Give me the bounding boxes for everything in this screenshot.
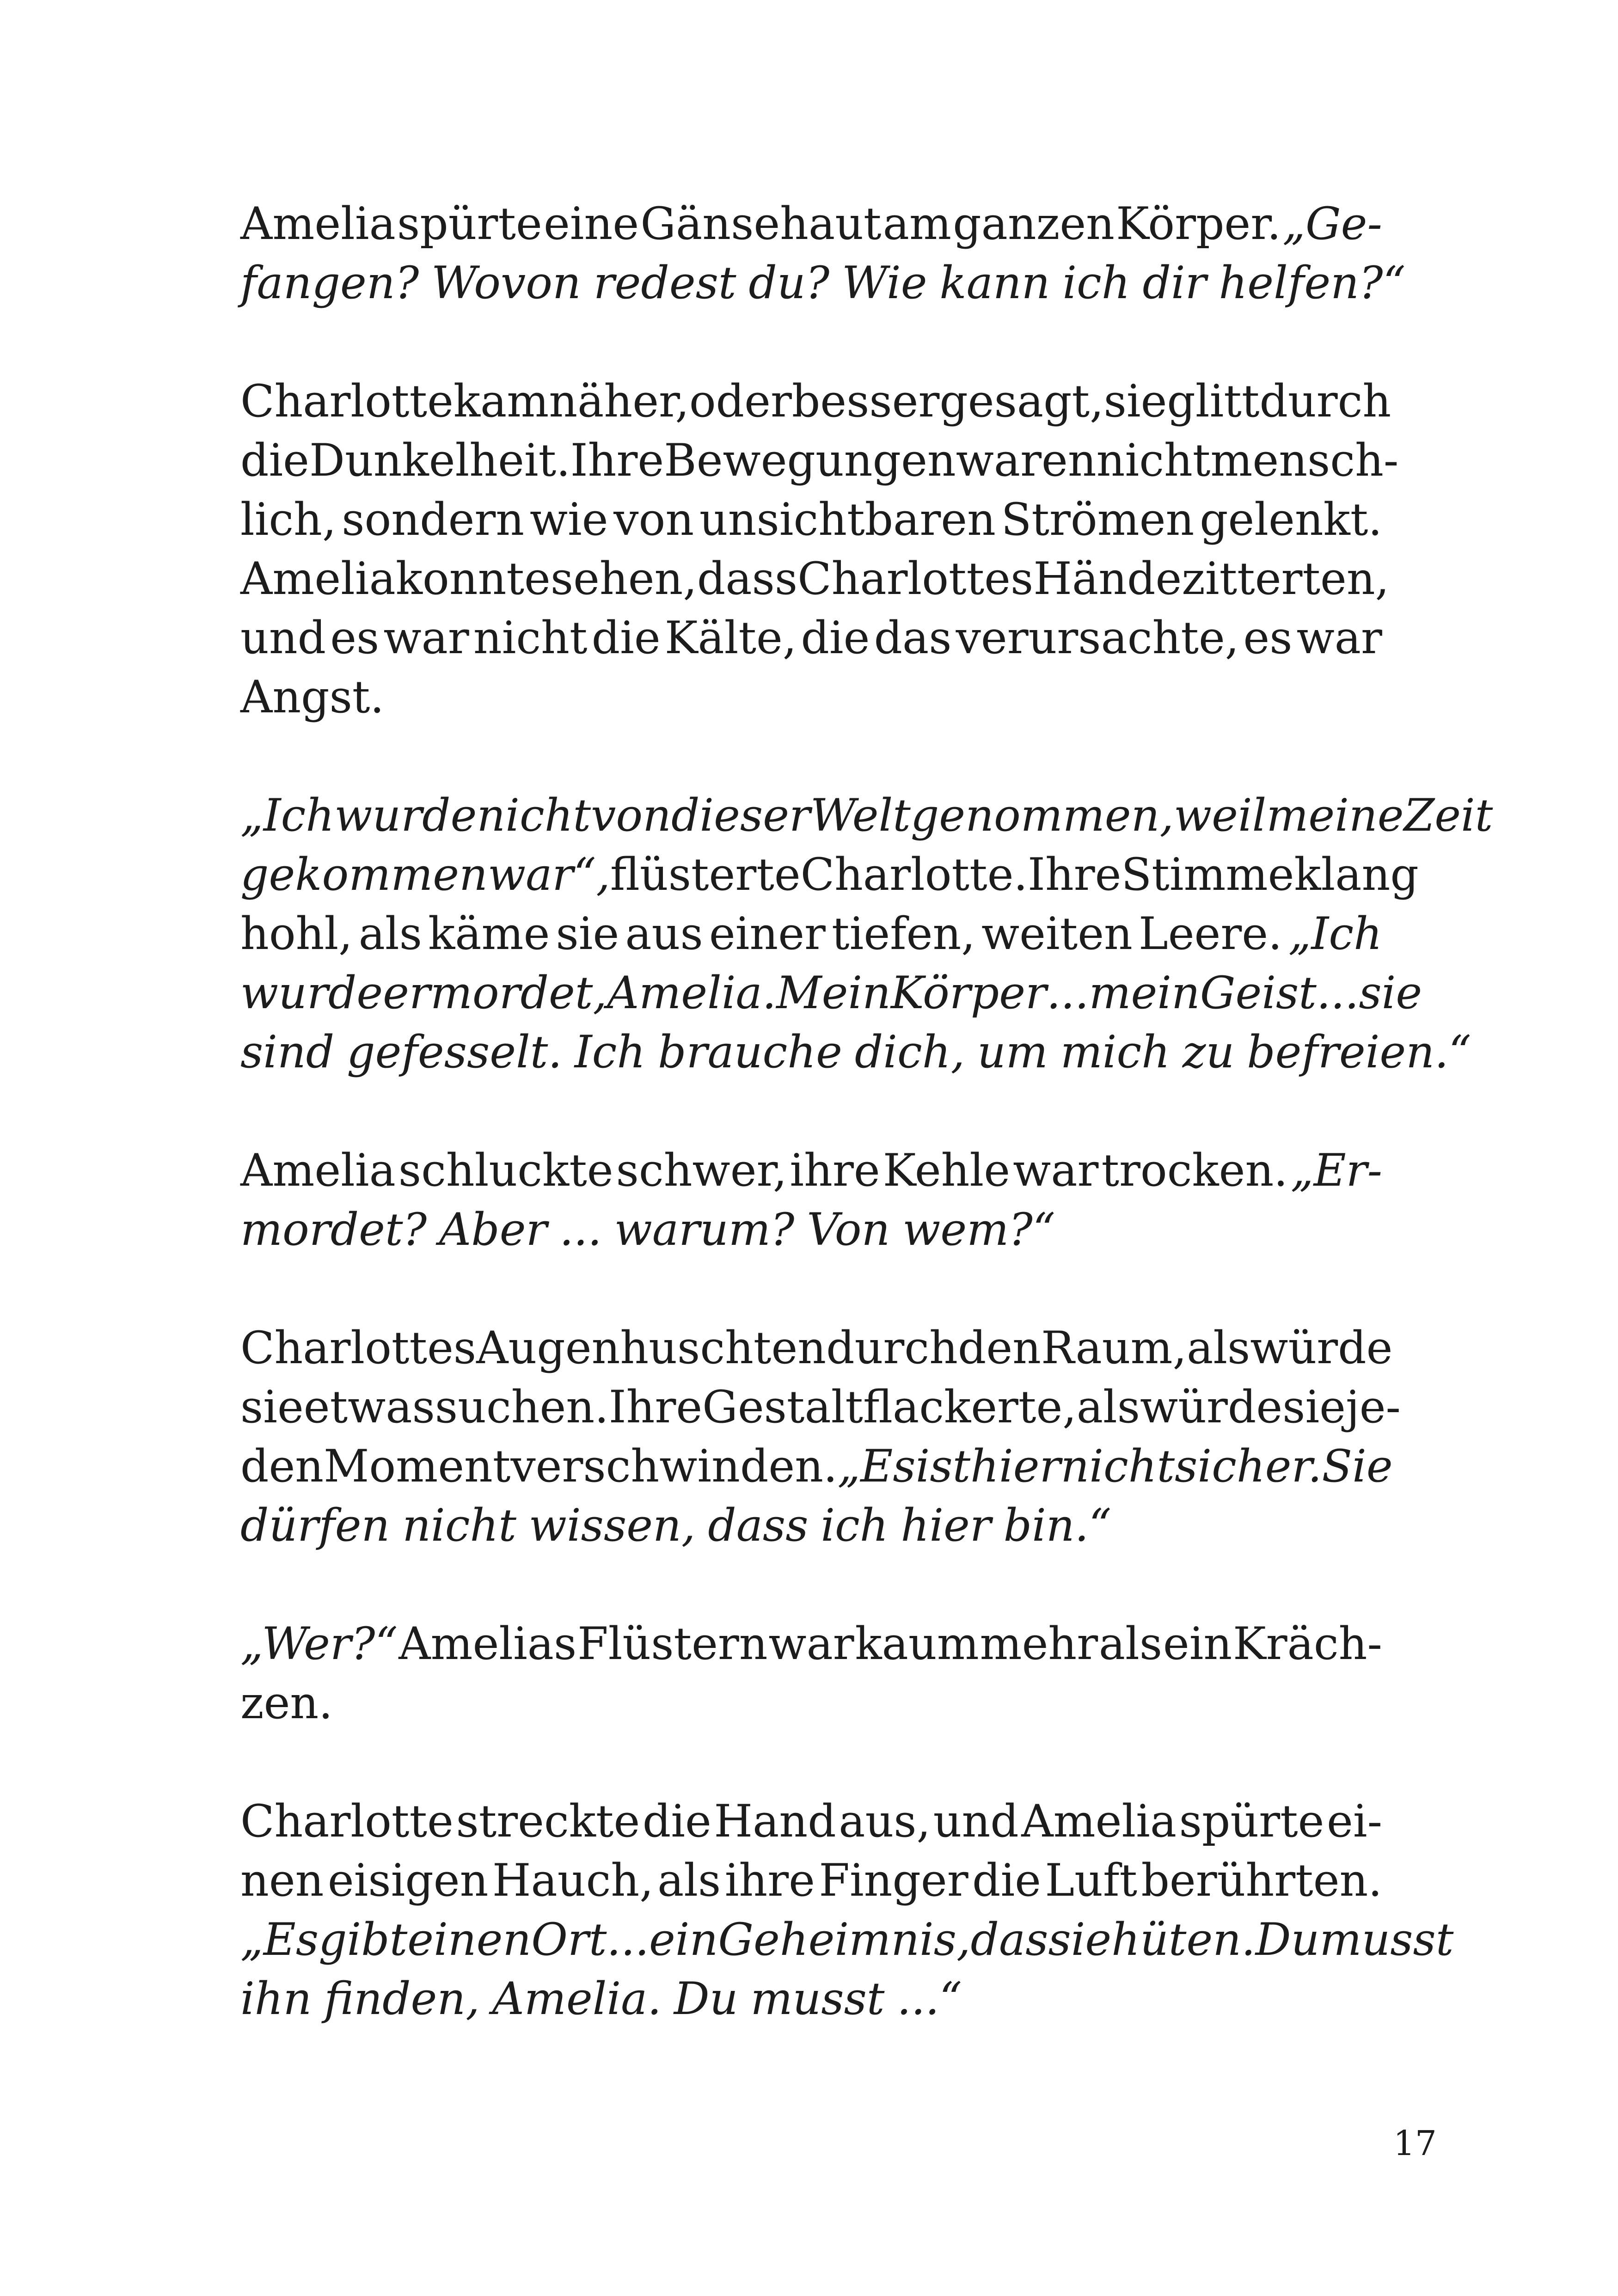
word: dass xyxy=(697,553,798,605)
word: als xyxy=(358,908,422,960)
word: ... xyxy=(1046,967,1089,1019)
word: zitterten, xyxy=(1182,553,1390,605)
word: ...“ xyxy=(897,1973,962,2025)
word: ... xyxy=(559,1204,602,1255)
word: spürte xyxy=(397,198,542,250)
text-line xyxy=(240,1378,1401,1437)
word: du? xyxy=(748,257,830,309)
word: durch xyxy=(1259,375,1391,427)
word: Hände xyxy=(1033,553,1182,605)
word: bin.“ xyxy=(1003,1500,1112,1551)
word: genommen, xyxy=(910,790,1174,841)
word: befreien.“ xyxy=(1247,1026,1471,1078)
word: den xyxy=(240,1440,324,1492)
word: kann xyxy=(939,257,1050,309)
word: ist xyxy=(915,1440,971,1492)
word: konnte xyxy=(395,553,551,605)
word: Strömen xyxy=(1001,494,1195,545)
word: Zeit xyxy=(1403,790,1493,841)
word: spürte xyxy=(1179,1795,1324,1847)
word: berührten. xyxy=(1141,1855,1382,1906)
word: Von xyxy=(807,1204,890,1255)
word: musst xyxy=(750,1973,885,2025)
word: Geist xyxy=(1200,967,1317,1019)
word: wissen, xyxy=(528,1500,696,1551)
text-line xyxy=(240,1792,1382,1851)
word: nicht xyxy=(477,790,591,841)
word: Dunkelheit. xyxy=(309,435,570,486)
word: ihre xyxy=(724,1855,815,1906)
word: Charlotte xyxy=(240,1795,454,1847)
word: Hauch, xyxy=(492,1855,654,1906)
word: am xyxy=(883,198,952,250)
text-line xyxy=(240,608,1382,667)
word: ... xyxy=(1316,967,1359,1019)
word: würde xyxy=(1140,1381,1283,1433)
text-line xyxy=(240,1496,1382,1555)
word: näher, xyxy=(549,375,689,427)
word: wurde xyxy=(334,790,477,841)
word: gekommen xyxy=(240,849,488,900)
word: einen xyxy=(407,1914,532,1965)
word: sondern xyxy=(342,494,525,545)
word: mein xyxy=(1089,967,1200,1019)
paragraph-gap xyxy=(240,312,1382,372)
word: würde xyxy=(1250,1322,1393,1374)
word: Ort xyxy=(531,1914,607,1965)
word: Gestalt xyxy=(702,1381,863,1433)
word: Du xyxy=(674,1973,738,2025)
word: käme xyxy=(428,908,550,960)
word: Amelia xyxy=(240,1145,396,1196)
word: Charlotte. xyxy=(800,849,1028,900)
word: hier xyxy=(970,1440,1061,1492)
word: mich xyxy=(1060,1026,1171,1078)
text-line xyxy=(240,1437,1393,1496)
text-line xyxy=(240,1673,1382,1733)
word: gesagt, xyxy=(939,375,1104,427)
word: den xyxy=(957,1322,1041,1374)
word: von xyxy=(591,790,671,841)
word: dich, xyxy=(854,1026,965,1078)
word: die xyxy=(801,612,870,664)
word: hüten. xyxy=(1111,1914,1256,1965)
word: oder xyxy=(689,375,792,427)
text-line xyxy=(240,1614,1382,1673)
word: „Er- xyxy=(1290,1145,1382,1196)
word: besser xyxy=(791,375,940,427)
word: Charlotte xyxy=(240,375,454,427)
word: Gänsehaut xyxy=(640,198,882,250)
word: klang xyxy=(1294,849,1419,900)
word: flüsterte xyxy=(610,849,801,900)
word: Mein xyxy=(776,967,891,1019)
text-line xyxy=(240,431,1399,490)
word: sie xyxy=(1359,967,1422,1019)
word: brauche xyxy=(658,1026,842,1078)
word: Hand xyxy=(714,1795,836,1847)
word: Kälte, xyxy=(664,612,797,664)
word: fangen? xyxy=(240,257,419,309)
word: die xyxy=(972,1855,1041,1906)
word: lich, xyxy=(240,494,337,545)
word: unsichtbaren xyxy=(699,494,996,545)
word: war xyxy=(768,1618,854,1670)
word: ganzen xyxy=(953,198,1115,250)
word: wem?“ xyxy=(902,1204,1055,1255)
word: Amelia xyxy=(240,198,396,250)
word: Körper. xyxy=(1116,198,1281,250)
text-line xyxy=(240,1141,1382,1200)
word: ihre xyxy=(790,1145,880,1196)
word: redest xyxy=(593,257,736,309)
word: huschten xyxy=(620,1322,827,1374)
word: einer xyxy=(709,908,826,960)
word: war“, xyxy=(487,849,610,900)
paragraph-6 xyxy=(240,1614,1382,1733)
word: zu xyxy=(1182,1026,1235,1078)
word: sehen, xyxy=(550,553,697,605)
word: Charlottes xyxy=(240,1322,477,1374)
word: sind xyxy=(240,1026,335,1078)
word: wie xyxy=(529,494,608,545)
word: schluckte xyxy=(398,1145,613,1196)
word: Amelia xyxy=(1021,1795,1177,1847)
word: Amelia. xyxy=(492,1973,662,2025)
word: nicht xyxy=(473,612,588,664)
word: dieser xyxy=(671,790,810,841)
word: sie xyxy=(1282,1381,1346,1433)
word: aus xyxy=(625,908,703,960)
word: Raum, xyxy=(1041,1322,1187,1374)
word: „Wer?“ xyxy=(240,1618,398,1670)
word: Finger xyxy=(819,1855,968,1906)
word: tiefen, xyxy=(832,908,975,960)
word: Aber xyxy=(439,1204,547,1255)
word: Moment xyxy=(324,1440,511,1492)
word: Geheimnis, xyxy=(718,1914,971,1965)
word: waren xyxy=(956,435,1097,486)
word: warum? xyxy=(614,1204,795,1255)
paragraph-gap xyxy=(240,1082,1382,1141)
text-line xyxy=(240,253,1406,312)
word: sie xyxy=(556,908,619,960)
paragraph-7 xyxy=(240,1792,1454,2028)
word: ... xyxy=(607,1914,649,1965)
word: und xyxy=(240,612,326,664)
word: Welt xyxy=(810,790,911,841)
text-line xyxy=(240,786,1493,845)
word: war xyxy=(383,612,469,664)
word: als xyxy=(1187,1322,1250,1374)
word: gibt xyxy=(319,1914,408,1965)
word: gelenkt. xyxy=(1200,494,1382,545)
word: hier xyxy=(901,1500,991,1551)
word: Bewegungen xyxy=(664,435,956,486)
word: ermordet, xyxy=(383,967,607,1019)
body-text xyxy=(240,194,1493,2028)
word: aus, xyxy=(839,1795,931,1847)
word: Charlottes xyxy=(797,553,1034,605)
word: Augen xyxy=(476,1322,620,1374)
word: wurde xyxy=(240,967,383,1019)
word: schwer, xyxy=(616,1145,787,1196)
word: die xyxy=(591,612,661,664)
word: Amelias xyxy=(398,1618,577,1670)
word: um xyxy=(977,1026,1048,1078)
word: „Es xyxy=(240,1914,319,1965)
word: ein xyxy=(1163,1618,1232,1670)
word: Körper xyxy=(890,967,1047,1019)
text-line xyxy=(240,845,1419,904)
word: es xyxy=(1243,612,1293,664)
word: kam xyxy=(453,375,549,427)
text-line xyxy=(240,372,1391,431)
word: das xyxy=(970,1914,1048,1965)
text-line xyxy=(240,490,1382,549)
word: Du xyxy=(1255,1914,1320,1965)
text-line xyxy=(240,1318,1393,1378)
word: dass xyxy=(708,1500,809,1551)
word: sie xyxy=(1103,375,1167,427)
text-line xyxy=(240,549,1390,608)
word: mordet? xyxy=(240,1204,427,1255)
word: Ich xyxy=(574,1026,646,1078)
word: „Ich xyxy=(240,790,335,841)
word: Amelia xyxy=(240,553,396,605)
word: sie xyxy=(1048,1914,1112,1965)
word: suchen. xyxy=(435,1381,609,1433)
word: Stimme xyxy=(1121,849,1294,900)
word: als xyxy=(1098,1618,1163,1670)
word: Ihre xyxy=(608,1381,703,1433)
word: flackerte, xyxy=(863,1381,1077,1433)
word: Ihre xyxy=(1028,849,1122,900)
word: Ihre xyxy=(570,435,664,486)
paragraph-gap xyxy=(240,1259,1382,1318)
word: das xyxy=(874,612,952,664)
word: Luft xyxy=(1045,1855,1138,1906)
word: kaum xyxy=(855,1618,979,1670)
paragraph-4 xyxy=(240,1141,1382,1259)
word: glitt xyxy=(1167,375,1260,427)
paragraph-3 xyxy=(240,786,1493,1082)
word: gefesselt. xyxy=(347,1026,562,1078)
word: Kehle xyxy=(883,1145,1011,1196)
word: es xyxy=(330,612,380,664)
word: musst xyxy=(1319,1914,1454,1965)
word: Sie xyxy=(1322,1440,1393,1492)
word: etwas xyxy=(303,1381,435,1433)
text-line xyxy=(240,1200,1382,1259)
page-number: 17 xyxy=(1393,2124,1437,2163)
word: von xyxy=(613,494,694,545)
word: nicht xyxy=(1096,435,1211,486)
word: „Ge- xyxy=(1282,198,1382,250)
text-line xyxy=(240,667,1382,727)
word: ei- xyxy=(1327,1795,1382,1847)
word: „Ich xyxy=(1288,908,1382,960)
word: zen. xyxy=(240,1677,333,1729)
word: die xyxy=(642,1795,711,1847)
word: war xyxy=(1296,612,1382,664)
word: Wie xyxy=(842,257,927,309)
text-line xyxy=(240,1851,1382,1910)
word: sicher. xyxy=(1175,1440,1322,1492)
word: Leere. xyxy=(1138,908,1282,960)
word: dir xyxy=(1142,257,1207,309)
word: mensch- xyxy=(1210,435,1399,486)
paragraph-2 xyxy=(240,372,1399,727)
word: ich xyxy=(1062,257,1130,309)
word: war xyxy=(1013,1145,1099,1196)
text-line xyxy=(240,963,1422,1022)
word: weil xyxy=(1173,790,1267,841)
text-line xyxy=(240,904,1382,963)
word: trocken. xyxy=(1101,1145,1288,1196)
word: meine xyxy=(1266,790,1404,841)
word: sie xyxy=(240,1381,304,1433)
word: hohl, xyxy=(240,908,353,960)
word: Wovon xyxy=(431,257,581,309)
word: nicht xyxy=(1060,1440,1175,1492)
word: Kräch- xyxy=(1233,1618,1382,1670)
word: „Es xyxy=(837,1440,916,1492)
text-line xyxy=(240,1969,1382,2028)
word: die xyxy=(240,435,309,486)
word: als xyxy=(657,1855,721,1906)
word: weiten xyxy=(981,908,1133,960)
paragraph-gap xyxy=(240,1733,1382,1792)
word: nicht xyxy=(402,1500,516,1551)
word: durch xyxy=(826,1322,958,1374)
text-line xyxy=(240,1910,1454,1969)
word: ihn xyxy=(240,1973,312,2025)
word: verursachte, xyxy=(956,612,1239,664)
word: mehr xyxy=(980,1618,1098,1670)
word: und xyxy=(933,1795,1019,1847)
word: eine xyxy=(543,198,639,250)
word: nen xyxy=(240,1855,324,1906)
word: Angst. xyxy=(240,671,384,723)
word: helfen?“ xyxy=(1219,257,1406,309)
word: Flüstern xyxy=(577,1618,768,1670)
word: verschwinden. xyxy=(510,1440,838,1492)
word: finden, xyxy=(324,1973,480,2025)
paragraph-gap xyxy=(240,727,1382,786)
word: dürfen xyxy=(240,1500,390,1551)
paragraph-5 xyxy=(240,1318,1401,1555)
paragraph-gap xyxy=(240,1555,1382,1614)
word: je- xyxy=(1345,1381,1401,1433)
word: ich xyxy=(821,1500,889,1551)
word: ein xyxy=(649,1914,718,1965)
word: als xyxy=(1076,1381,1140,1433)
text-line xyxy=(240,1022,1471,1082)
text-line xyxy=(240,194,1382,253)
paragraph-1 xyxy=(240,194,1406,312)
word: Amelia. xyxy=(607,967,777,1019)
word: streckte xyxy=(456,1795,640,1847)
word: eisigen xyxy=(327,1855,489,1906)
